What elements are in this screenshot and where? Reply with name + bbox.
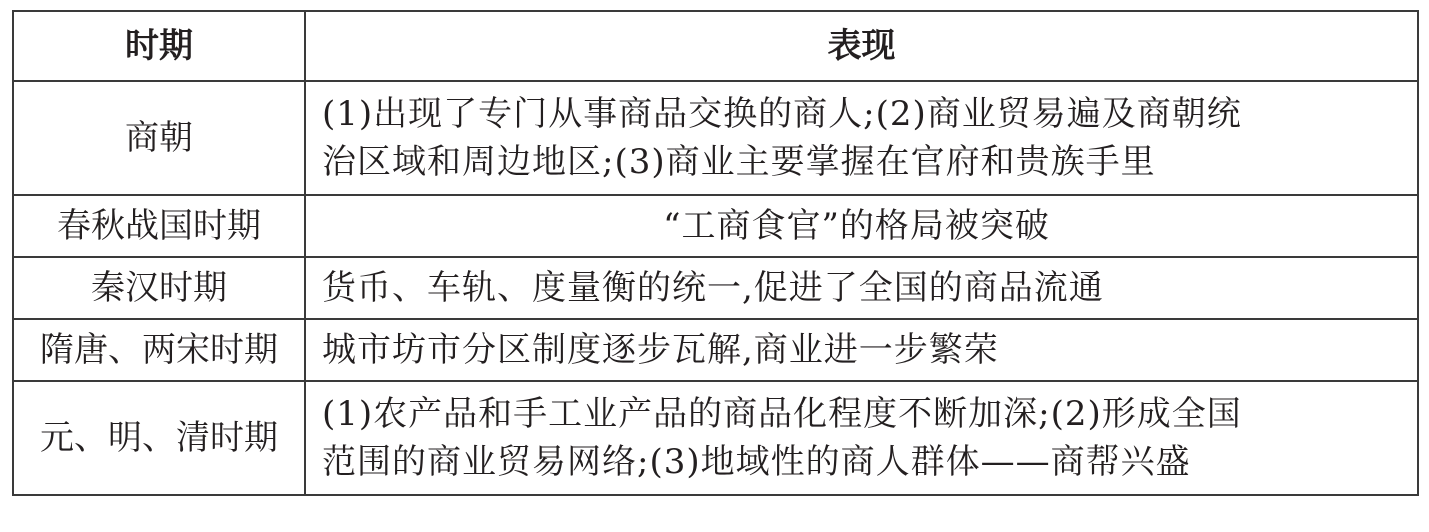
- period-cell: 商朝: [13, 81, 305, 195]
- period-cell: 秦汉时期: [13, 257, 305, 319]
- manifestation-line: “工商食官”的格局被突破: [663, 206, 1050, 246]
- table-row: [13, 319, 1418, 381]
- period-cell: 元、明、清时期: [13, 381, 305, 495]
- manifestation-line: 范围的商业贸易网络;(3)地域性的商人群体——商帮兴盛: [322, 442, 1191, 482]
- period-cell: 隋唐、两宋时期: [13, 319, 305, 381]
- manifestation-line: 城市坊市分区制度逐步瓦解,商业进一步繁荣: [322, 330, 999, 370]
- table-row: [13, 81, 1418, 195]
- manifestation-line: 治区域和周边地区;(3)商业主要掌握在官府和贵族手里: [322, 142, 1156, 182]
- manifestation-cell: [305, 257, 1418, 319]
- history-commerce-table-container: [12, 10, 1417, 496]
- manifestation-line: 货币、车轨、度量衡的统一,促进了全国的商品流通: [322, 268, 1104, 308]
- manifestation-cell: [305, 319, 1418, 381]
- manifestation-line: (1)出现了专门从事商品交换的商人;(2)商业贸易遍及商朝统: [322, 94, 1242, 134]
- table-row: [13, 257, 1418, 319]
- table-header-row: [13, 11, 1418, 81]
- table-row: [13, 381, 1418, 495]
- table-row: [13, 195, 1418, 257]
- manifestation-cell: [305, 195, 1418, 257]
- manifestation-line: (1)农产品和手工业产品的商品化程度不断加深;(2)形成全国: [322, 394, 1242, 434]
- manifestation-cell: [305, 81, 1418, 195]
- period-cell: 春秋战国时期: [13, 195, 305, 257]
- history-commerce-table: [12, 10, 1419, 496]
- manifestation-cell: [305, 381, 1418, 495]
- header-period: 时期: [13, 11, 305, 81]
- header-manifestation: 表现: [305, 11, 1418, 81]
